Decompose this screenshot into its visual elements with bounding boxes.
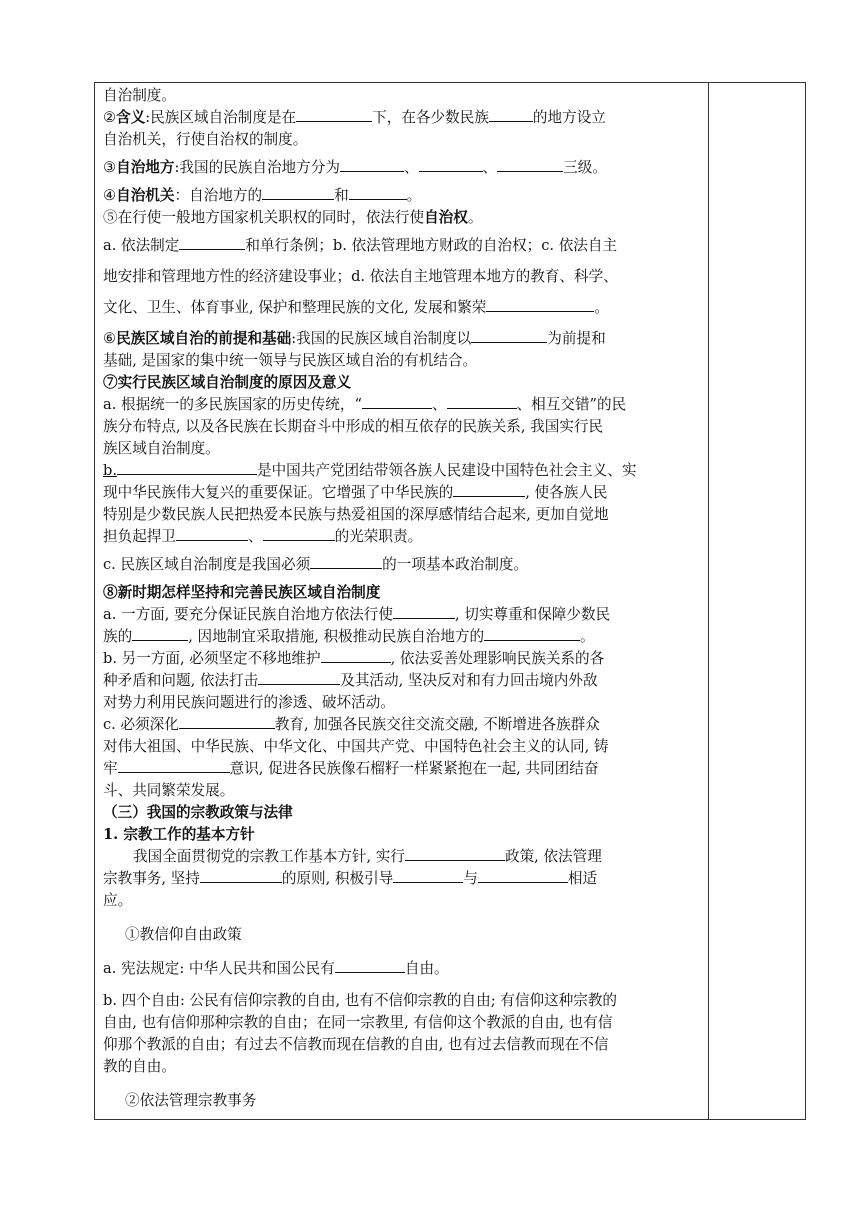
text-line: b. 另一方面, 必须坚定不移地维护 , 依法妥善处理影响民族关系的各	[103, 650, 605, 667]
text-line: c. 必须深化 教育, 加强各民族交往交流交融, 不断增进各族群众	[103, 716, 600, 733]
text-line: 现中华民族伟大复兴的重要保证。它增强了中华民族的 , 使各族人民	[103, 484, 608, 501]
blank-line	[478, 868, 568, 883]
section-heading: 1. 宗教工作的基本方针	[103, 826, 255, 843]
section-heading: ⑦实行民族区域自治制度的原因及意义	[103, 374, 352, 391]
text-line: 族区域自治制度。	[103, 440, 220, 457]
text-line: 特别是少数民族人民把热爱本民族与热爱祖国的深厚感情结合起来, 更加自觉地	[103, 506, 609, 523]
blank-line	[262, 185, 334, 200]
section-heading: ⑧新时期怎样坚持和完善民族区域自治制度	[103, 584, 381, 601]
section-heading: （三）我国的宗教政策与法律	[103, 804, 293, 821]
blank-line	[419, 157, 483, 172]
text-line: ②含义:民族区域自治制度是在 下，在各少数民族 的地方设立	[103, 109, 606, 126]
text-line: ④自治机关：自治地方的 和 。	[103, 187, 422, 204]
text-line: 对伟大祖国、中华民族、中华文化、中国共产党、中国特色社会主义的认同, 铸	[103, 738, 609, 755]
blank-line	[471, 328, 547, 343]
text-line: ②依法管理宗教事务	[125, 1092, 257, 1109]
blank-line	[340, 157, 404, 172]
blank-line	[447, 394, 517, 409]
blank-line	[484, 626, 580, 641]
text-line: ①教信仰自由政策	[125, 926, 242, 943]
text-line: a. 一方面, 要充分保证民族自治地方依法行使 , 切实尊重和保障少数民	[103, 606, 611, 623]
text-line: b. 四个自由: 公民有信仰宗教的自由, 也有不信仰宗教的自由; 有信仰这种宗教的	[103, 992, 618, 1009]
blank-line	[393, 868, 463, 883]
blank-line	[258, 670, 340, 685]
text-line: 自由, 也有信仰那种宗教的自由；在同一宗教里, 有信仰这个教派的自由, 也有信	[103, 1014, 613, 1031]
blank-line	[263, 526, 335, 541]
blank-line	[176, 526, 248, 541]
text-line: b. 是中国共产党团结带领各族人民建设中国特色社会主义、实	[103, 462, 637, 479]
text-line: 斗、共同繁荣发展。	[103, 782, 235, 799]
text-line: 应。	[103, 892, 133, 909]
blank-line	[486, 297, 594, 312]
blank-line	[132, 626, 188, 641]
text-line: a. 根据统一的多民族国家的历史传统，“ 、 、相互交错”的民	[103, 396, 627, 413]
text-line: 仰那个教派的自由；有过去不信教而现在信教的自由, 也有过去信教而现在不信	[103, 1036, 609, 1053]
blank-line	[117, 460, 257, 475]
text-line: 担负起捍卫 、 的光荣职责。	[103, 528, 423, 545]
text-line: 宗教事务, 坚持 的原则, 积极引导 与 相适	[103, 870, 598, 887]
blank-line	[489, 107, 533, 122]
text-line: 基础, 是国家的集中统一领导与民族区域自治的有机结合。	[103, 352, 478, 369]
text-line: 自治制度。	[103, 87, 176, 104]
blank-line	[362, 394, 432, 409]
blank-line	[118, 758, 230, 773]
blank-line	[310, 554, 382, 569]
blank-line	[393, 604, 455, 619]
blank-line	[453, 482, 525, 497]
text-line: ⑤在行使一般地方国家机关职权的同时，依法行使自治权。	[103, 209, 483, 226]
notes-column	[103, 85, 703, 1112]
blank-line	[179, 714, 275, 729]
text-line: ⑥民族区域自治的前提和基础:我国的民族区域自治制度以 为前提和	[103, 330, 606, 347]
text-line: 我国全面贯彻党的宗教工作基本方针, 实行 政策, 依法管理	[133, 848, 602, 865]
text-line: a. 依法制定 和单行条例；b. 依法管理地方财政的自治权；c. 依法自主	[103, 237, 618, 254]
table-column-divider	[708, 83, 709, 1119]
text-line: a. 宪法规定: 中华人民共和国公民有 自由。	[103, 960, 449, 977]
blank-line	[296, 107, 372, 122]
blank-line	[321, 648, 391, 663]
text-line: ③自治地方:我国的民族自治地方分为 、 、 三级。	[103, 159, 607, 176]
text-line: 地安排和管理地方性的经济建设事业；d. 依法自主地管理本地方的教育、科学、	[103, 268, 618, 285]
text-line: 族的 , 因地制宜采取措施, 积极推动民族自治地方的 。	[103, 628, 595, 645]
blank-line	[200, 868, 282, 883]
blank-line	[497, 157, 563, 172]
blank-line	[349, 185, 407, 200]
blank-line	[405, 846, 505, 861]
lesson-table	[94, 82, 806, 1120]
text-line: 种矛盾和问题, 依法打击 及其活动, 坚决反对和有力回击境内外敌	[103, 672, 598, 689]
text-line: 自治机关，行使自治权的制度。	[103, 131, 308, 148]
text-line: 对势力利用民族问题进行的渗透、破坏活动。	[103, 694, 395, 711]
text-line: 教的自由。	[103, 1058, 176, 1075]
text-line: c. 民族区域自治制度是我国必须 的一项基本政治制度。	[103, 556, 529, 573]
text-line: 牢 意识, 促进各民族像石榴籽一样紧紧抱在一起, 共同团结奋	[103, 760, 599, 777]
blank-line	[179, 235, 245, 250]
text-line: 族分布特点, 以及各民族在长期奋斗中形成的相互依存的民族关系, 我国实行民	[103, 418, 604, 435]
text-line: 文化、卫生、体育事业, 保护和整理民族的文化, 发展和繁荣 。	[103, 299, 610, 316]
blank-line	[335, 958, 405, 973]
